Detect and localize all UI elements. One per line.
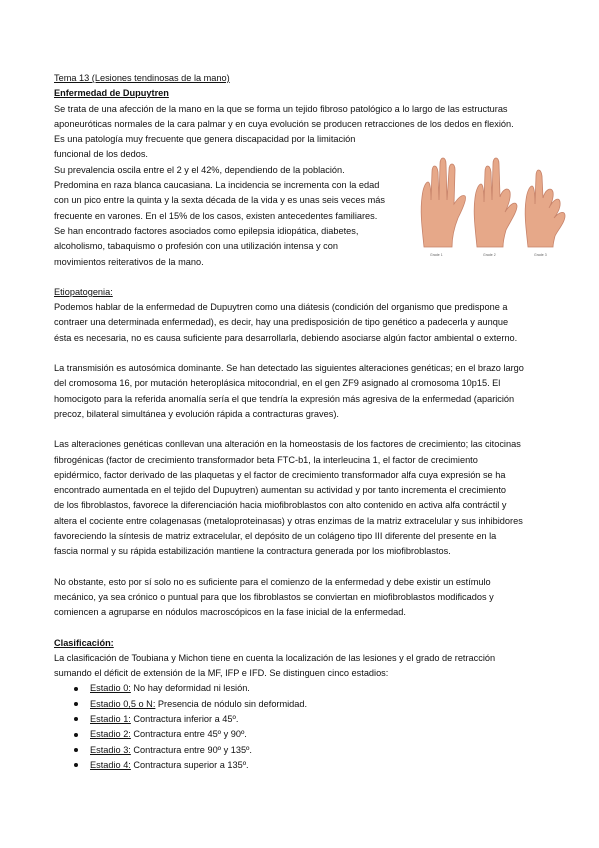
etiopatogenia-paragraph-3 xyxy=(54,437,544,559)
stage-text: No hay deformidad ni lesión. xyxy=(130,683,250,694)
text-line: del cromosoma 16, por mutación heteroplásica mitocondrial, en el gen ZF9 asignado al cromosoma 10p15. El xyxy=(54,378,501,389)
list-item xyxy=(74,697,544,712)
text-line: ésta es necesaria, no es causa suficiente para desarrollarla, debiendo asociarse algún factor ambiental o externo. xyxy=(54,332,518,343)
text-line: La transmisión es autosómica dominante. Se han detectado las siguientes alteraciones genéticas; en el brazo largo xyxy=(54,363,524,374)
text-line: homocigoto para la referida anomalía sería el que tendría la expresión más agresiva de la enfermedad (aparición xyxy=(54,393,515,404)
stage-text: Contractura inferior a 45º. xyxy=(130,713,239,724)
intro-line: Predomina en raza blanca caucasiana. La incidencia se incrementa con la edad xyxy=(54,180,380,191)
list-item xyxy=(74,743,544,758)
document-body xyxy=(54,71,544,773)
intro-line: alcoholismo, tabaquismo o profesión con una utilización intensa y con xyxy=(54,241,338,252)
stage-label: Estadio 3: xyxy=(90,744,131,755)
text-line: No obstante, esto por sí solo no es suficiente para el comienzo de la enfermedad y debe existir un estímulo xyxy=(54,576,491,587)
stages-list xyxy=(54,681,544,773)
intro-line: movimientos reiterativos de la mano. xyxy=(54,256,204,267)
list-item xyxy=(74,727,544,742)
text-line: La clasificación de Toubiana y Michon tiene en cuenta la localización de las lesiones y el grado de retracción xyxy=(54,652,496,663)
grade-label-1: Grade 1 xyxy=(430,253,443,257)
text-line: contraer una determinada enfermedad), es decir, hay una predisposición de tipo genético a padecerla y aunque xyxy=(54,317,509,328)
etiopatogenia-paragraph-1 xyxy=(54,300,544,346)
etiopatogenia-paragraph-4 xyxy=(54,575,544,621)
section-title: Enfermedad de Dupuytren xyxy=(54,88,169,99)
text-line: Podemos hablar de la enfermedad de Dupuytren como una diátesis (condición del organismo que predispone a xyxy=(54,302,508,313)
stage-label: Estadio 4: xyxy=(90,759,131,770)
text-line: fibrogénicas (factor de crecimiento transformador beta FTC-b1, la interleucina 1, el factor de crecimiento xyxy=(54,454,478,465)
intro-line: con un pico entre la quinta y la sexta década de la vida y es unas seis veces más xyxy=(54,195,385,206)
text-line: comiencen a agruparse en nódulos macroscópicos en la fase inicial de la enfermedad. xyxy=(54,607,406,618)
list-item xyxy=(74,681,544,696)
intro-line: Es una patología muy frecuente que genera discapacidad por la limitación xyxy=(54,134,356,145)
intro-line: Se han encontrado factores asociados como epilepsia idiopática, diabetes, xyxy=(54,225,359,236)
text-line: altera el cociente entre colagenasas (metaloproteinasas) y otras enzimas de la matriz extracelular y sus inhibidores xyxy=(54,515,523,526)
text-line: Las alteraciones genéticas conllevan una alteración en la homeostasis de los factores de crecimiento; las citocinas xyxy=(54,439,521,450)
text-line: precoz, bilateral simultánea y evolución rápida a contracturas graves). xyxy=(54,408,339,419)
text-line: sumando el déficit de extensión de la MF, IFP e IFD. Se distinguen cinco estadios: xyxy=(54,668,389,679)
intro-line: aponeuróticas normales de la cara palmar y en cuya evolución se producen retracciones de los dedos en flexión. xyxy=(54,118,514,129)
list-item xyxy=(74,712,544,727)
grade-label-2: Grade 2 xyxy=(483,253,496,257)
clasificacion-paragraph xyxy=(54,651,544,682)
intro-paragraph xyxy=(54,102,544,270)
stage-label: Estadio 0: xyxy=(90,683,131,694)
stage-text: Contractura superior a 135º. xyxy=(130,759,249,770)
stage-label: Estadio 0,5 o N: xyxy=(90,698,156,709)
text-line: fascia normal y su rápida estabilización mantiene la contractura generada por los miofibroblastos. xyxy=(54,546,451,557)
intro-line: funcional de los dedos. xyxy=(54,149,148,160)
text-line: de los fibroblastos, favorece la diferenciación hacia miofibroblastos con alto contenido en activa alfa contráctil y xyxy=(54,500,507,511)
stage-text: Contractura entre 90º y 135º. xyxy=(130,744,252,755)
topic-title: Tema 13 (Lesiones tendinosas de la mano) xyxy=(54,73,230,83)
grade-label-3: Grade 3 xyxy=(534,253,547,257)
text-line: encontrado aumentada en el tejido del Dupuytren) aumentan su actividad y por tanto incrementa el crecimiento xyxy=(54,485,506,496)
etiopatogenia-paragraph-2 xyxy=(54,361,544,422)
clasificacion-heading: Clasificación: xyxy=(54,637,114,648)
intro-line: Su prevalencia oscila entre el 2 y el 42%, dependiendo de la población. xyxy=(54,164,345,175)
stage-label: Estadio 2: xyxy=(90,729,131,740)
stage-text: Contractura entre 45º y 90º. xyxy=(130,729,247,740)
intro-line: Se trata de una afección de la mano en la que se forma un tejido fibroso patológico a lo largo de las estructuras xyxy=(54,103,508,114)
intro-line: frecuente en varones. En el 15% de los casos, existen antecedentes familiares. xyxy=(54,210,378,221)
text-line: favoreciendo la síntesis de matriz extracelular, el depósito de un colágeno tipo III diferente del presente en la xyxy=(54,531,497,542)
etiopatogenia-heading: Etiopatogenia: xyxy=(54,286,113,297)
text-line: epidérmico, factor derivado de las plaquetas y el factor de crecimiento transformador alfa cuya expresión se ha xyxy=(54,469,506,480)
text-line: mecánico, ya sea crónico o puntual para que los fibroblastos se conviertan en miofibroblastos modificados y xyxy=(54,591,494,602)
stage-label: Estadio 1: xyxy=(90,713,131,724)
stage-text: Presencia de nódulo sin deformidad. xyxy=(155,698,308,709)
list-item xyxy=(74,758,544,773)
